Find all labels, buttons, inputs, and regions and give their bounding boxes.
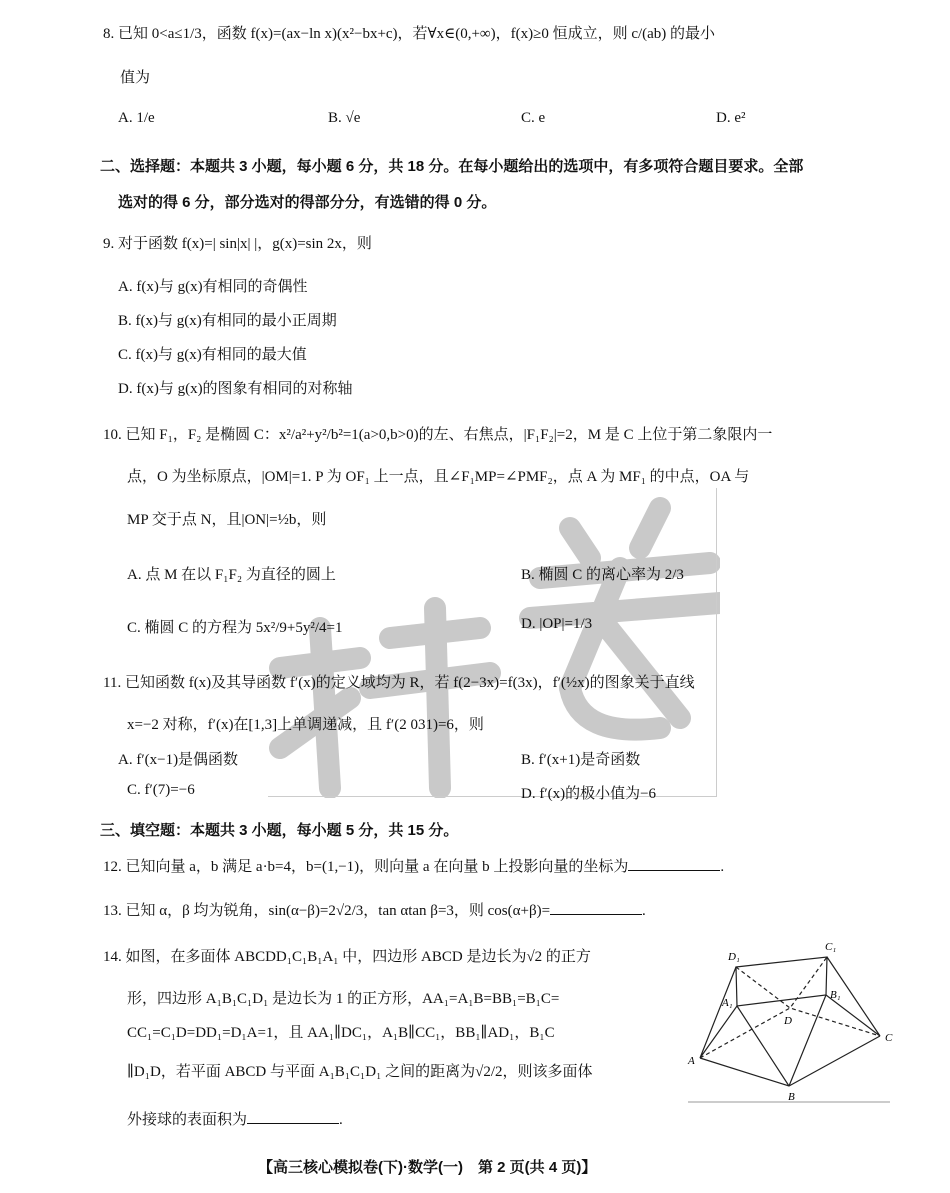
q8-option-c: C. e <box>521 110 546 126</box>
q11-option-c: C. f′(7)=−6 <box>127 782 195 798</box>
q8-option-d: D. e² <box>716 110 746 126</box>
q8-line2: 值为 <box>120 70 151 86</box>
q11-option-b: B. f′(x+1)是奇函数 <box>521 752 641 768</box>
label-b: B <box>788 1091 795 1103</box>
q14-line1: 14. 如图，在多面体 ABCDD₁C₁B₁A₁ 中，四边形 ABCD 是边长为√2 的正方 <box>103 949 591 965</box>
q9-stem: 9. 对于函数 f(x)=| sin|x| |，g(x)=sin 2x，则 <box>103 236 372 252</box>
q12-answer-blank <box>628 856 720 871</box>
polyhedron-figure <box>680 930 900 1105</box>
q8-option-b: B. √e <box>328 110 361 126</box>
q13-text: 13. 已知 α，β 均为锐角，sin(α−β)=2√2/3，tan αtan β=3，则 cos(α+β)= <box>103 903 551 919</box>
q10-line1: 10. 已知 F₁，F₂ 是椭圆 C：x²/a²+y²/b²=1(a>0,b>0)的左、右焦点，|F₁F₂|=2，M 是 C 上位于第二象限内一 <box>103 427 773 443</box>
section3-heading: 三、填空题：本题共 3 小题，每小题 5 分，共 15 分。 <box>100 822 459 839</box>
label-c1: C₁ <box>825 941 837 953</box>
q9-option-b: B. f(x)与 g(x)有相同的最小正周期 <box>118 313 337 329</box>
q10-option-d: D. |OP|=1/3 <box>521 616 593 632</box>
page-footer: 【高三核心模拟卷(下)·数学(一) 第 2 页(共 4 页)】 <box>258 1159 597 1176</box>
q10-option-a: A. 点 M 在以 F₁F₂ 为直径的圆上 <box>127 567 336 583</box>
q10-option-c: C. 椭圆 C 的方程为 5x²/9+5y²/4=1 <box>127 620 343 636</box>
q8-line1: 8. 已知 0<a≤1/3，函数 f(x)=(ax−ln x)(x²−bx+c)，若∀x∈(0,+∞)，f(x)≥0 恒成立，则 c/(ab) 的最小 <box>103 26 716 42</box>
label-c: C <box>885 1032 893 1044</box>
q9-option-a: A. f(x)与 g(x)有相同的奇偶性 <box>118 279 308 295</box>
q12-text: 12. 已知向量 a，b 满足 a·b=4，b=(1,−1)，则向量 a 在向量 b 上投影向量的坐标为 <box>103 859 629 875</box>
top-face <box>736 957 827 1006</box>
period: . <box>720 859 725 875</box>
scan-border <box>268 488 717 797</box>
label-a1: A₁ <box>722 997 733 1009</box>
period: . <box>339 1112 343 1128</box>
label-a: A <box>688 1055 695 1067</box>
q14-line3: CC₁=C₁D=DD₁=D₁A=1，且 AA₁∥DC₁，A₁B∥CC₁，BB₁∥AD₁，B₁C <box>127 1025 555 1041</box>
q14-line2: 形，四边形 A₁B₁C₁D₁ 是边长为 1 的正方形，AA₁=A₁B=BB₁=B₁C= <box>127 991 560 1007</box>
q13-answer-blank <box>550 900 642 915</box>
q11-option-d: D. f′(x)的极小值为−6 <box>521 786 657 802</box>
q14-line5 <box>127 1108 343 1129</box>
q12 <box>103 855 724 876</box>
q9-option-d: D. f(x)与 g(x)的图象有相同的对称轴 <box>118 381 353 397</box>
q14-answer-blank <box>247 1109 339 1124</box>
q8-option-a: A. 1/e <box>118 110 155 126</box>
q10-option-b: B. 椭圆 C 的离心率为 2/3 <box>521 567 684 583</box>
q9-option-c: C. f(x)与 g(x)有相同的最大值 <box>118 347 307 363</box>
q13 <box>103 899 646 920</box>
section2-heading-line2: 选对的得 6 分，部分选对的得部分分，有选错的得 0 分。 <box>118 194 497 211</box>
q10-line2: 点，O 为坐标原点，|OM|=1. P 为 OF₁ 上一点，且∠F₁MP=∠PMF₂，点 A 为 MF₁ 的中点，OA 与 <box>127 469 750 485</box>
q11-line1: 11. 已知函数 f(x)及其导函数 f′(x)的定义域均为 R，若 f(2−3x)=f(3x)，f′(½x)的图象关于直线 <box>103 675 695 691</box>
period: . <box>642 903 646 919</box>
q10-line3: MP 交于点 N，且|ON|=½b，则 <box>127 512 327 528</box>
label-b1: B₁ <box>830 989 841 1001</box>
q11-option-a: A. f′(x−1)是偶函数 <box>118 752 239 768</box>
q14-text: 外接球的表面积为 <box>127 1112 248 1128</box>
section2-heading: 二、选择题：本题共 3 小题，每小题 6 分，共 18 分。在每小题给出的选项中，有多项符合题目要求。全部 <box>100 158 804 175</box>
q14-line4: ∥D₁D，若平面 ABCD 与平面 A₁B₁C₁D₁ 之间的距离为√2/2，则该多面体 <box>127 1064 593 1080</box>
label-d1: D₁ <box>728 951 740 963</box>
q11-line2: x=−2 对称，f′(x)在[1,3]上单调递减，且 f′(2 031)=6，则 <box>127 717 484 733</box>
label-d: D <box>784 1015 792 1027</box>
